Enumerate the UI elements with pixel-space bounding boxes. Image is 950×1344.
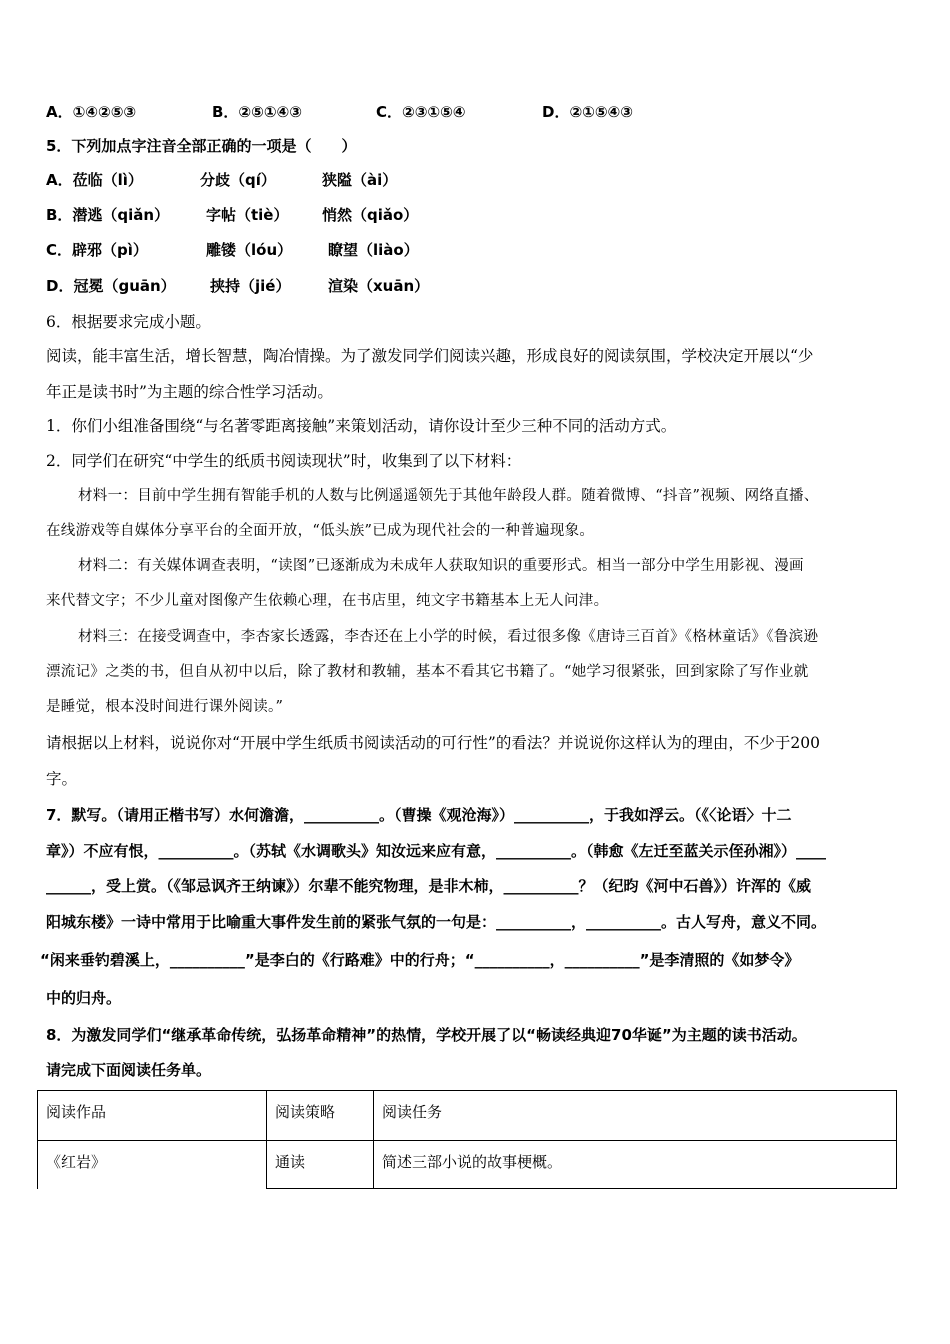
q6-intro-line: 年正是读书时”为主题的综合性学习活动。: [46, 383, 333, 401]
q6-stem: 6．根据要求完成小题。: [46, 313, 211, 331]
q4-option-a: A．①④②⑤③: [46, 103, 137, 121]
q5-c-1: C．辟邪（pì）: [46, 241, 148, 259]
q8-stem: 8．为激发同学们“继承革命传统，弘扬革命精神”的热情，学校开展了以“畅读经典迎70华诞”为主题的读书活动。: [46, 1026, 807, 1044]
q5-b-1: B．潜逃（qiǎn）: [46, 206, 170, 224]
q4-option-c: C．②③①⑤④: [376, 103, 466, 121]
table-header: 阅读任务: [374, 1091, 897, 1141]
q4-option-b: B．②⑤①④③: [212, 103, 302, 121]
q5-c-2: 雕镂（lóu）: [206, 241, 293, 259]
material-3: 材料三：在接受调查中，李杏家长透露，李杏还在上小学的时候，看过很多像《唐诗三百首》《格林童话》《鲁滨逊: [78, 629, 819, 645]
material-2: 材料二：有关媒体调查表明，“读图”已逐渐成为未成年人获取知识的重要形式。相当一部分中学生用影视、漫画: [78, 558, 804, 574]
q5-d-2: 挟持（jié）: [210, 277, 291, 295]
q7-line: 7．默写。（请用正楷书写）水何澹澹，__________。（曹操《观沧海》）__________，于我如浮云。（《〈论语〉十二: [46, 806, 792, 824]
q4-option-d: D．②①⑤④③: [542, 103, 633, 121]
material-3: 漂流记》之类的书，但自从初中以后，除了教材和教辅，基本不看其它书籍了。“她学习很紧张，回到家除了写作业就: [46, 664, 809, 680]
q6-intro-line: 阅读，能丰富生活，增长智慧，陶冶情操。为了激发同学们阅读兴趣，形成良好的阅读氛围，学校决定开展以“少: [46, 347, 814, 365]
reading-task-table: [37, 1090, 897, 1189]
q7-line: ______，受上赏。（《邹忌讽齐王纳谏》）尔辈不能究物理，是非木柿，__________？（纪昀《河中石兽》）许浑的《威: [46, 877, 812, 895]
q5-c-3: 瞭望（liào）: [328, 241, 419, 259]
q7-line: “闲来垂钓碧溪上，__________”是李白的《行路难》中的行舟；“__________，__________”是李清照的《如梦令》: [40, 951, 800, 969]
material-2: 来代替文字；不少儿童对图像产生依赖心理，在书店里，纯文字书籍基本上无人问津。: [46, 593, 609, 609]
q8-stem: 请完成下面阅读任务单。: [46, 1061, 212, 1079]
q5-b-3: 悄然（qiǎo）: [322, 206, 419, 224]
material-3: 是睡觉，根本没时间进行课外阅读。”: [46, 699, 284, 715]
q7-line: 中的归舟。: [46, 989, 122, 1007]
q7-line: 章》）不应有恨，__________。（苏轼《水调歌头》知汝远来应有意，__________。（韩愈《左迁至蓝关示侄孙湘》）____: [46, 842, 827, 860]
table-header: 阅读策略: [267, 1091, 374, 1141]
q5-d-3: 渲染（xuān）: [328, 277, 430, 295]
q5-b-2: 字帖（tiè）: [206, 206, 289, 224]
q6-prompt: 字。: [46, 770, 78, 788]
material-1: 材料一：目前中学生拥有智能手机的人数与比例遥遥领先于其他年龄段人群。随着微博、“抖音”视频、网络直播、: [78, 488, 819, 504]
q5-stem: 5．下列加点字注音全部正确的一项是（ ）: [46, 137, 357, 155]
q5-a-3: 狭隘（ài）: [322, 171, 398, 189]
table-cell: 通读: [267, 1141, 374, 1189]
q5-a-1: A．莅临（lì）: [46, 171, 143, 189]
q6-sub1: 1．你们小组准备围绕“与名著零距离接触”来策划活动，请你设计至少三种不同的活动方式。: [46, 417, 677, 435]
q5-a-2: 分歧（qí）: [200, 171, 276, 189]
table-header: 阅读作品: [38, 1091, 267, 1141]
q6-sub2: 2．同学们在研究“中学生的纸质书阅读现状”时，收集到了以下材料：: [46, 452, 522, 470]
table-row: [38, 1141, 897, 1189]
q5-d-1: D．冠冕（guān）: [46, 277, 176, 295]
table-header-row: [38, 1091, 897, 1141]
q7-line: 阳城东楼》一诗中常用于比喻重大事件发生前的紧张气氛的一句是：__________，__________。古人写舟，意义不同。: [46, 913, 827, 931]
table-cell: 《红岩》: [38, 1141, 267, 1189]
table-cell: 简述三部小说的故事梗概。: [374, 1141, 897, 1189]
q6-prompt: 请根据以上材料，说说你对“开展中学生纸质书阅读活动的可行性”的看法？并说说你这样认为的理由，不少于200: [46, 734, 820, 752]
material-1: 在线游戏等自媒体分享平台的全面开放，“低头族”已成为现代社会的一种普遍现象。: [46, 523, 595, 539]
